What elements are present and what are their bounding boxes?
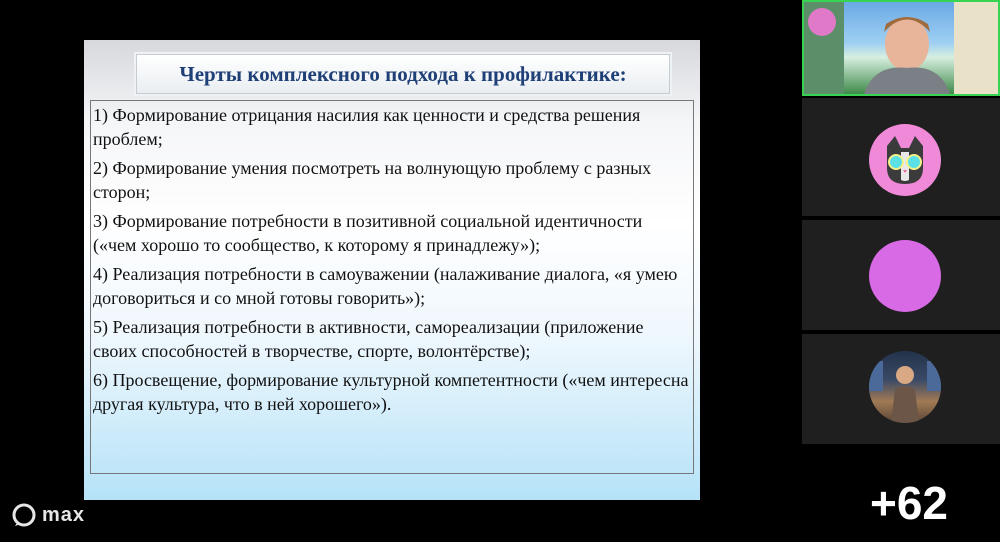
person-icon (869, 351, 941, 423)
participant-avatar (869, 240, 941, 312)
max-logo-icon (12, 503, 36, 527)
slide-item-5: 5) Реализация потребности в активности, самореализации (приложение своих способностей в творчестве, спорте, волонтёрстве); (93, 317, 644, 361)
slide-item-3: 3) Формирование потребности в позитивной социальной идентичности («чем хорошо то сообщество, к которому я принадлежу»); (93, 211, 643, 255)
participant-photo-avatar (869, 351, 941, 423)
more-participants-count[interactable]: +62 (869, 477, 948, 529)
slide-item-1: 1) Формирование отрицания насилия как ценности и средства решения проблем; (93, 105, 641, 149)
app-logo-text: max (42, 503, 86, 526)
participant-video-tile-active[interactable] (802, 0, 1000, 96)
slide-item-2: 2) Формирование умения посмотреть на волнующую проблему с разных сторон; (93, 158, 652, 202)
app-logo (12, 503, 85, 527)
participants-panel (802, 0, 1000, 542)
slide-body (90, 100, 694, 474)
presentation-slide (84, 40, 700, 500)
cat-avatar (869, 124, 941, 196)
slide-item-6: 6) Просвещение, формирование культурной компетентности («чем интересна другая культура, что в ней хорошего»). (93, 370, 689, 414)
slide-title: Черты комплексного подхода к профилактике: (136, 54, 670, 94)
slide-item-4: 4) Реализация потребности в самоуважении (налаживание диалога, «я умею договориться и со мной готовы говорить»); (93, 264, 678, 308)
cat-icon (877, 132, 933, 188)
video-feed (804, 2, 998, 94)
